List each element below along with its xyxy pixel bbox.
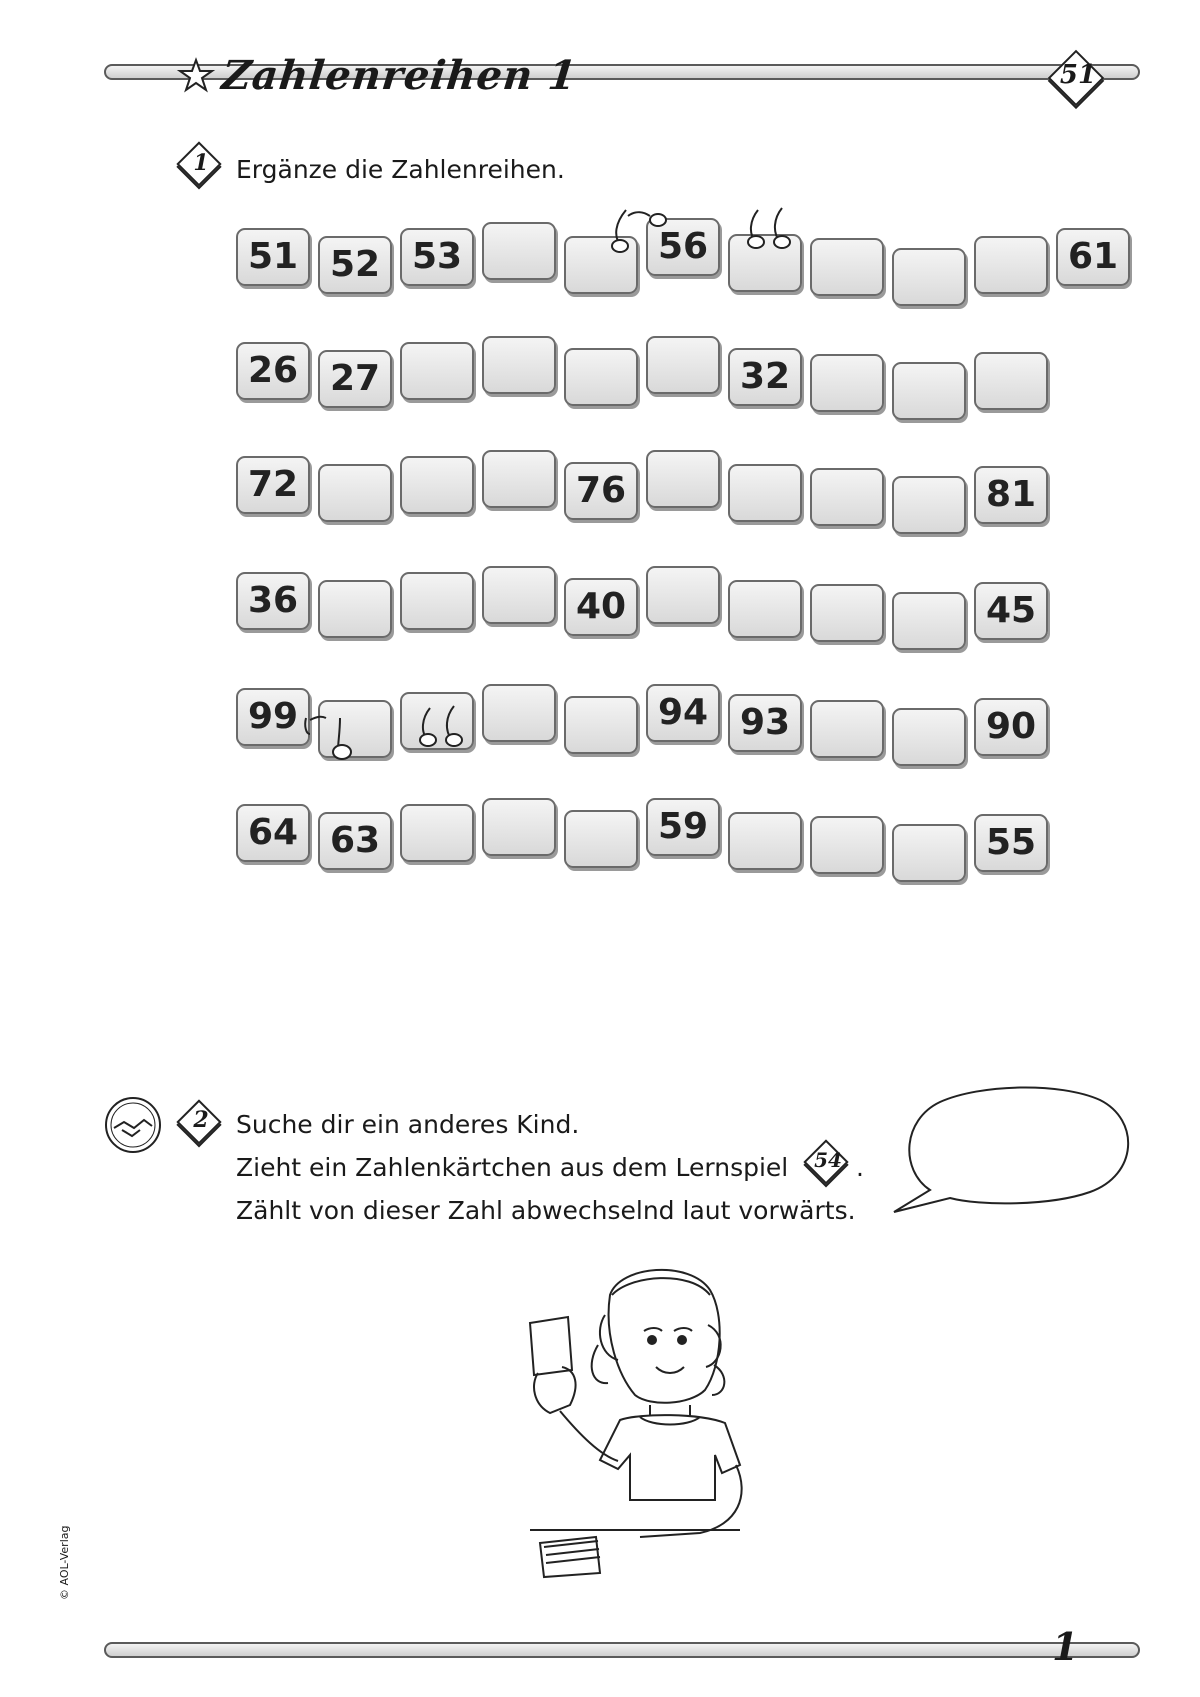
number-tile: 81	[974, 466, 1048, 524]
hint-arrow-icon	[414, 704, 470, 750]
number-tile: 55	[974, 814, 1048, 872]
page-number: 1	[1052, 1624, 1079, 1669]
number-tile-empty[interactable]	[892, 824, 966, 882]
number-tile: 27	[318, 350, 392, 408]
task1-badge-number: 1	[193, 150, 209, 176]
number-tile: 53	[400, 228, 474, 286]
number-tile-empty[interactable]	[892, 362, 966, 420]
number-tile: 51	[236, 228, 310, 286]
number-tile: 59	[646, 798, 720, 856]
page-title: Zahlenreihen 1	[219, 52, 580, 99]
number-tile-empty[interactable]	[564, 810, 638, 868]
number-tile: 61	[1056, 228, 1130, 286]
number-tile-empty[interactable]	[646, 336, 720, 394]
hint-arrow-icon	[742, 206, 798, 250]
number-tile-empty[interactable]	[728, 812, 802, 870]
task2-line-2-suffix: .	[856, 1153, 864, 1182]
number-tile-empty[interactable]	[810, 238, 884, 296]
copyright-notice: © AOL-Verlag	[58, 1525, 71, 1600]
hint-arrow-icon	[608, 206, 668, 254]
number-tile-empty[interactable]	[646, 450, 720, 508]
number-tile: 64	[236, 804, 310, 862]
number-tile-empty[interactable]	[728, 464, 802, 522]
number-tile: 63	[318, 812, 392, 870]
girl-with-card-illustration	[500, 1255, 770, 1585]
number-tile: 36	[236, 572, 310, 630]
number-tile: 72	[236, 456, 310, 514]
number-tile-empty[interactable]	[810, 354, 884, 412]
number-tile-empty[interactable]	[892, 592, 966, 650]
number-tile: 40	[564, 578, 638, 636]
hint-arrow-icon	[300, 712, 354, 764]
number-tile-empty[interactable]	[974, 352, 1048, 410]
number-tile-empty[interactable]	[400, 572, 474, 630]
number-tile-empty[interactable]	[810, 700, 884, 758]
number-tile-empty[interactable]	[892, 476, 966, 534]
number-tile-empty[interactable]	[400, 342, 474, 400]
number-tile-empty[interactable]	[318, 580, 392, 638]
number-tile-empty[interactable]	[892, 248, 966, 306]
number-tile-empty[interactable]	[482, 566, 556, 624]
number-tile-empty[interactable]	[482, 336, 556, 394]
task2-line-3: Zählt von dieser Zahl abwechselnd laut vorwärts.	[236, 1196, 856, 1225]
number-tile: 93	[728, 694, 802, 752]
page-badge-number: 51	[1059, 60, 1097, 90]
number-tile: 32	[728, 348, 802, 406]
number-tile-empty[interactable]	[892, 708, 966, 766]
number-tile: 76	[564, 462, 638, 520]
number-tile-empty[interactable]	[482, 798, 556, 856]
task1-instruction: Ergänze die Zahlenreihen.	[236, 155, 565, 184]
number-tile-empty[interactable]	[318, 464, 392, 522]
number-tile: 45	[974, 582, 1048, 640]
game-ref-badge-number: 54	[814, 1148, 842, 1172]
number-tile-empty[interactable]	[728, 580, 802, 638]
number-tile-empty[interactable]	[400, 804, 474, 862]
number-tile: 26	[236, 342, 310, 400]
number-tile: 99	[236, 688, 310, 746]
number-tile-empty[interactable]	[564, 348, 638, 406]
number-tile-empty[interactable]	[482, 450, 556, 508]
footer-bar	[104, 1642, 1140, 1658]
number-tile: 90	[974, 698, 1048, 756]
number-tile-empty[interactable]	[646, 566, 720, 624]
task2-line-2: Zieht ein Zahlenkärtchen aus dem Lernspiel	[236, 1153, 789, 1182]
star-icon	[178, 58, 214, 92]
number-tile-empty[interactable]	[400, 456, 474, 514]
number-tile-empty[interactable]	[564, 696, 638, 754]
number-tile-empty[interactable]	[482, 222, 556, 280]
number-tile-empty[interactable]	[810, 468, 884, 526]
number-tile-empty[interactable]	[810, 584, 884, 642]
number-tile: 56	[646, 218, 720, 276]
number-tile-empty[interactable]	[974, 236, 1048, 294]
task2-badge-number: 2	[193, 1107, 209, 1133]
task2-line-1: Suche dir ein anderes Kind.	[236, 1110, 580, 1139]
number-tile-empty[interactable]	[810, 816, 884, 874]
number-tile: 94	[646, 684, 720, 742]
partner-work-icon	[104, 1096, 162, 1154]
number-tile: 52	[318, 236, 392, 294]
number-tile-empty[interactable]	[482, 684, 556, 742]
speech-bubble	[890, 1080, 1140, 1225]
